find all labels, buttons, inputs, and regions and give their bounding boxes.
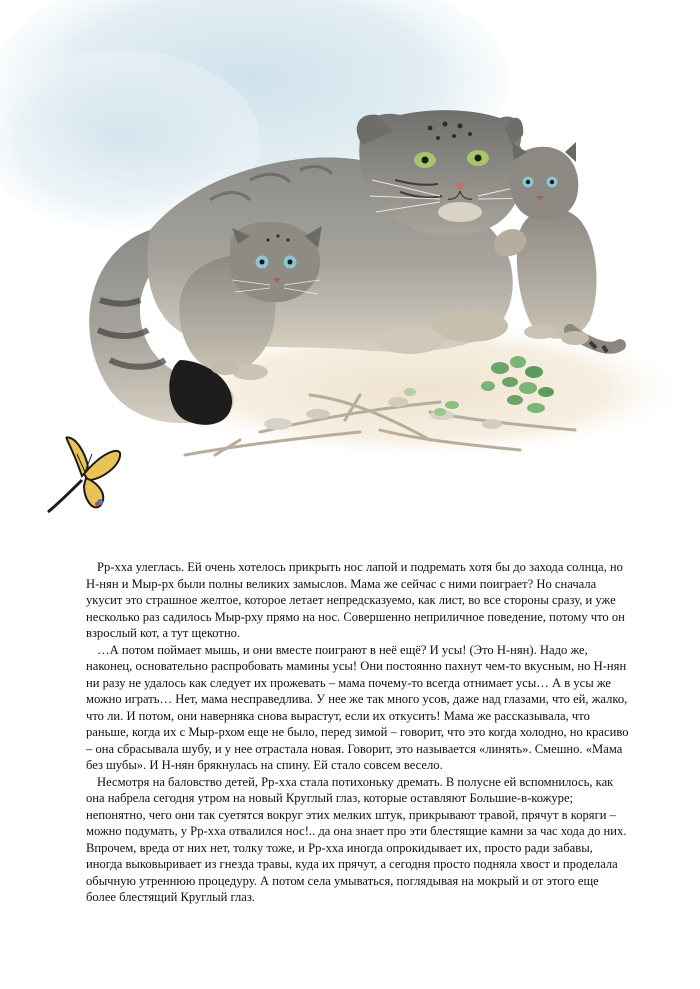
story-text: [86, 559, 631, 906]
butterfly-icon: [48, 437, 120, 512]
story-paragraph: …А потом поймает мышь, и они вместе поиграют в неё ещё? И усы! (Это Н-нян). Надо же, наконец, основательно распробовать мамины усы! Они постоянно пахнут чем-то вкусным, но Н-нян ни разу не удалось как следует их прожевать – мама почему-то всегда отнимает усы… А в усы же можно играть… Нет, мама несправедлива. У нее же так много усов, даже над глазами, что ей, жалко, что ли. И потом, они наверняка снова вырастут, если их откусить! Мама же рассказывала, что раньше, когда их с Мыр-рхом еще не было, перед зимой – говорит, что это когда холодно, но красиво – она сбрасывала шубу, и у нее отрастала новая. Говорит, это называется «линять». Смешно. «Мама без шубы». И Н-нян брякнулась на спину. Ей стало совсем весело.: [86, 642, 629, 772]
story-paragraph: Рр-хха улеглась. Ей очень хотелось прикрыть нос лапой и подремать хотя бы до захода солнца, но Н-нян и Мыр-рх были полны великих замыслов. Мама же сейчас с ними поиграет? Но сначала укусит это страшное желтое, которое летает непредсказуемо, как лист, во все стороны сразу, и уже несколько раз садилось Мыр-рху прямо на нос. Совершенно неприличное поведение, потому что он взрослый кот, а тут щекотно.: [86, 560, 625, 640]
story-paragraph: Несмотря на баловство детей, Рр-хха стала потихоньку дремать. В полусне ей вспомнилось, как она набрела сегодня утром на новый Круглый глаз, которые оставляют Большие-в-кожуре; непонятно, чего они так суетятся вокруг этих мелких штук, прикрывают травой, прячут в коряги – можно подумать, у Рр-хха отвалился нос!.. да она знает про эти блестящие камни за час хода до них. Впрочем, вреда от них нет, толку тоже, и Рр-хха иногда опрокидывает их, просто ради забавы, иногда выковыривает из гнезда травы, куда их прячут, а сегодня просто подняла хвост и проделала обычную утреннюю процедуру. А потом села умываться, поглядывая на мокрый и от этого еще более блестящий Круглый глаз.: [86, 774, 627, 904]
kitten-right: [494, 142, 620, 352]
